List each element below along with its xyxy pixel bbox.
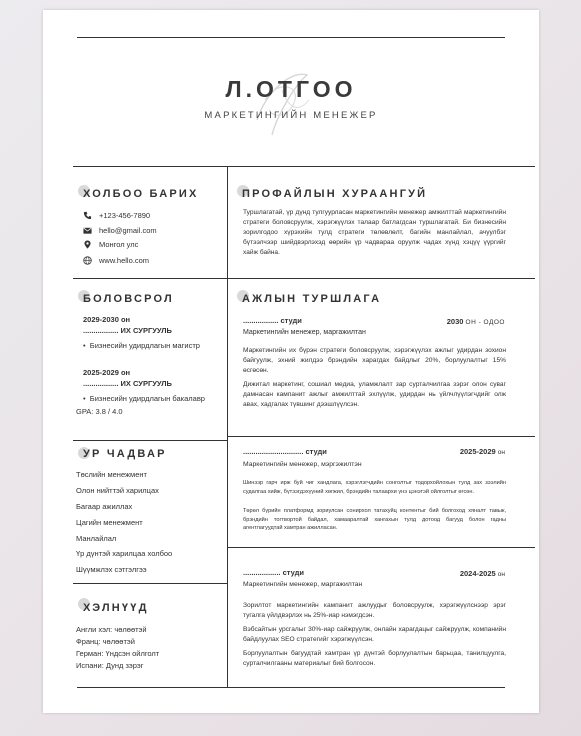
education-heading: БОЛОВСРОЛ (83, 293, 174, 305)
job-period: 2030 ОН - ОДОО (446, 317, 505, 326)
job-description: Зорилтот маркетингийн кампанит ажлуудыг боловсруулж, хэрэгжүүлснээр эрэг тугалга үйлдвэрлэх нь 25%-иар нэмэгдсэн. (243, 602, 506, 619)
job-description: Борлуулалтын багуудтай хамтран үр дүнтэй борлуулалтын барьцаа, танилцуулга, сурталчилгааны материалыг бий болгосон. (243, 650, 506, 667)
contact-heading: ХОЛБОО БАРИХ (83, 188, 199, 200)
language-item: Франц: чөлөөтэй (76, 637, 135, 646)
skill-item: Цагийн менежмент (76, 518, 143, 527)
language-item: Герман: Үндсэн ойлголт (76, 649, 160, 658)
contact-email: hello@gmail.com (99, 226, 157, 235)
job-position: Маркетингийн менежер, маргажилтан (243, 329, 366, 336)
job1-divider (228, 436, 535, 437)
job-description: Төрөл бүрийн платформд зориулсан сонирхол татахуйц контентыг бий болгоход хяналт тавьж, брэндийн тогтвортой байдал, хамааралтай хангахын тулд дотоод багууд болон гадны агентлагуудтай хамтран ажилласан. (243, 508, 506, 531)
language-item: Испани: Дунд зэрэг (76, 661, 144, 670)
skill-item: Шүүмжлэх сэтгэлгээ (76, 565, 147, 574)
job-period: 2025-2029 он (459, 447, 505, 456)
job-title: МАРКЕТИНГИЙН МЕНЕЖЕР (204, 110, 378, 121)
resume-page (43, 10, 539, 713)
job2-divider (228, 547, 535, 548)
edu-school: ................. ИХ СУРГУУЛЬ (83, 326, 172, 335)
header-divider (73, 166, 535, 167)
job-position: Маркетингийн менежер, маргажилтан (243, 581, 363, 588)
job-description: Маркетингийн их бүрэн стратеги боловсруулж, хэрэгжүүлэх ажлыг удирдан зохион байгуулж, эхний жилдээ брэндийн харагдах байдлыг 20%, борлуулалтыг 15% өсгөсөн. (243, 347, 506, 374)
contact-divider (73, 278, 227, 279)
experience-heading: АЖЛЫН ТУРШЛАГА (242, 293, 382, 305)
job-period: 2024-2025 он (459, 569, 505, 578)
education-divider (73, 440, 227, 441)
top-divider (77, 37, 505, 38)
skill-item: Багаар ажиллах (76, 502, 133, 511)
skill-item: Үр дүнтэй харилцаа холбоо (76, 549, 173, 558)
skills-divider (73, 583, 227, 584)
skills-heading: УР ЧАДВАР (83, 448, 167, 460)
job-company: ............................. студи (243, 447, 327, 456)
person-name: Л.ОТГОО (225, 76, 357, 102)
job-company: .................. студи (243, 568, 304, 577)
edu-school: ................. ИХ СУРГУУЛЬ (83, 379, 172, 388)
edu-degree: • Бизнесийн удирдлагын бакалавр (83, 394, 205, 403)
job-company: ................. студи (243, 316, 302, 325)
mail-icon (83, 226, 92, 235)
job-description: Вэбсайтын урсгалыг 30%-иар сайжруулж, онлайн харагдацыг сайжруулж, компанийн байдлуулах SEO стратегийг хэрэгжүүлсэн. (243, 626, 506, 643)
skill-item: Манлайлал (76, 534, 117, 543)
edu-gpa: GPA: 3.8 / 4.0 (76, 407, 123, 416)
languages-heading: ХЭЛНҮҮД (83, 602, 149, 614)
profile-text: Туршлагатай, үр дүнд тулгуурласан маркетингийн менежер амжилттай маркетингийн стратеги боловсруулж, хэрэгжүүлэх талаар батлагдсан туршлагатай. Би бизнесийн зорилгодоо хүрэхийн тулд стратеги төлөвлөлт, багийн манлайлал, ачуулбэг бүтээлчээр шийдвэрлэхэд өөрийн үр чадвараа оруулж чадах хүнд хэцүү үүргийг хайж байна. (243, 209, 506, 256)
job-description: Шинээр гарч ирж буй чиг хандлага, хэрэглэгчдийн сонголтыг тодорхойлохын тулд зах зээлийн судалгаа хийж, бүтээгдэхүүний хөгжил, брэндийн талаархи үнэ цэнэтэй ойлголтыг өгсөн. (243, 480, 506, 495)
job-description: Дижитал маркетинг, сошиал медиа, уламжлалт зар сурталчилгаа зэрэг олон суваг дамнасан кампанит ажлыг амжилттай эхлүүлж, удирдан нь үйлчлүүлэгчдийг олж авах, хадгалах түвшинг дээшлүүлсэн. (243, 381, 506, 408)
contact-phone: +123-456-7890 (99, 211, 151, 220)
contact-location: Монгол улс (99, 240, 139, 249)
profile-heading: ПРОФАЙЛЫН ХУРААНГУЙ (242, 188, 428, 200)
edu-degree: • Бизнесийн удирдлагын магистр (83, 341, 200, 350)
skill-item: Олон нийттэй харилцах (76, 486, 159, 495)
edu-years: 2025-2029 он (83, 368, 131, 377)
location-pin-icon (83, 240, 92, 249)
skill-item: Төслийн менежмент (76, 470, 147, 479)
phone-icon (83, 211, 92, 220)
contact-website: www.hello.com (99, 256, 150, 265)
language-item: Англи хэл: чөлөөтэй (76, 625, 147, 634)
globe-icon (83, 256, 92, 265)
job-position: Маркетингийн менежер, мэргэжилтэн (243, 461, 362, 468)
profile-divider (228, 278, 535, 279)
bottom-divider (77, 687, 505, 688)
edu-years: 2029-2030 он (83, 315, 131, 324)
column-divider (227, 166, 228, 688)
